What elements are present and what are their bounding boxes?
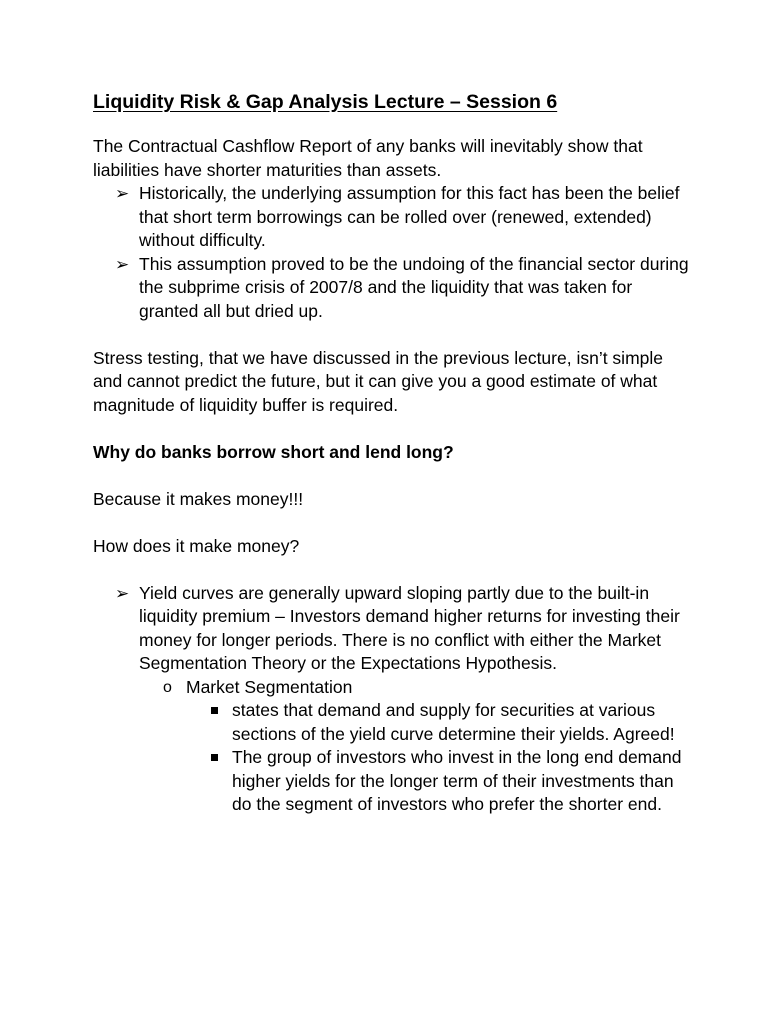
yield-bullet-list	[93, 582, 693, 817]
square-bullet-icon	[211, 754, 218, 761]
spacer	[93, 417, 693, 441]
stress-testing-paragraph: Stress testing, that we have discussed in the previous lecture, isn’t simple and cannot predict the future, but it can give you a good estimate of what magnitude of liquidity buffer is required.	[93, 347, 663, 415]
list-item	[93, 676, 693, 700]
spacer	[93, 558, 693, 582]
bullet-text: Yield curves are generally upward sloping partly due to the built-in liquidity premium – Investors demand higher returns for investing their money for longer periods. There is no conflict with either the Market Segmentation Theory or the Expectations Hypothesis.	[139, 582, 680, 673]
spacer	[93, 464, 693, 488]
spacer	[93, 511, 693, 535]
answer-paragraph: Because it makes money!!!	[93, 488, 304, 509]
list-item	[93, 582, 693, 676]
bullet-text: Historically, the underlying assumption for this fact has been the belief that short term borrowings can be rolled over (renewed, extended) without difficulty.	[139, 183, 680, 250]
square-bullet-icon	[211, 707, 218, 714]
circle-bullet-icon: o	[163, 678, 172, 696]
intro-bullet-list	[93, 182, 693, 323]
spacer	[93, 323, 693, 347]
bullet-text: Market Segmentation	[186, 676, 353, 697]
question2-paragraph: How does it make money?	[93, 535, 300, 556]
list-item	[93, 253, 693, 324]
intro-paragraph: The Contractual Cashflow Report of any banks will inevitably show that liabilities have shorter maturities than assets.	[93, 136, 643, 180]
bullet-text: The group of investors who invest in the long end demand higher yields for the longer term of their investments than do the segment of investors who prefer the shorter end.	[232, 747, 682, 814]
list-item	[93, 746, 693, 817]
list-item	[93, 182, 693, 253]
arrow-bullet-icon: ➢	[115, 583, 130, 603]
list-item	[93, 699, 693, 746]
document-body	[93, 89, 693, 817]
arrow-bullet-icon: ➢	[115, 254, 130, 274]
document-title: Liquidity Risk & Gap Analysis Lecture – Session 6	[93, 91, 558, 113]
bullet-text: This assumption proved to be the undoing of the financial sector during the subprime crisis of 2007/8 and the liquidity that was taken for granted all but dried up.	[139, 253, 689, 321]
bullet-text: states that demand and supply for securities at various sections of the yield curve determine their yields. Agreed!	[232, 700, 675, 744]
arrow-bullet-icon: ➢	[115, 184, 130, 203]
question-heading: Why do banks borrow short and lend long?	[93, 441, 454, 462]
